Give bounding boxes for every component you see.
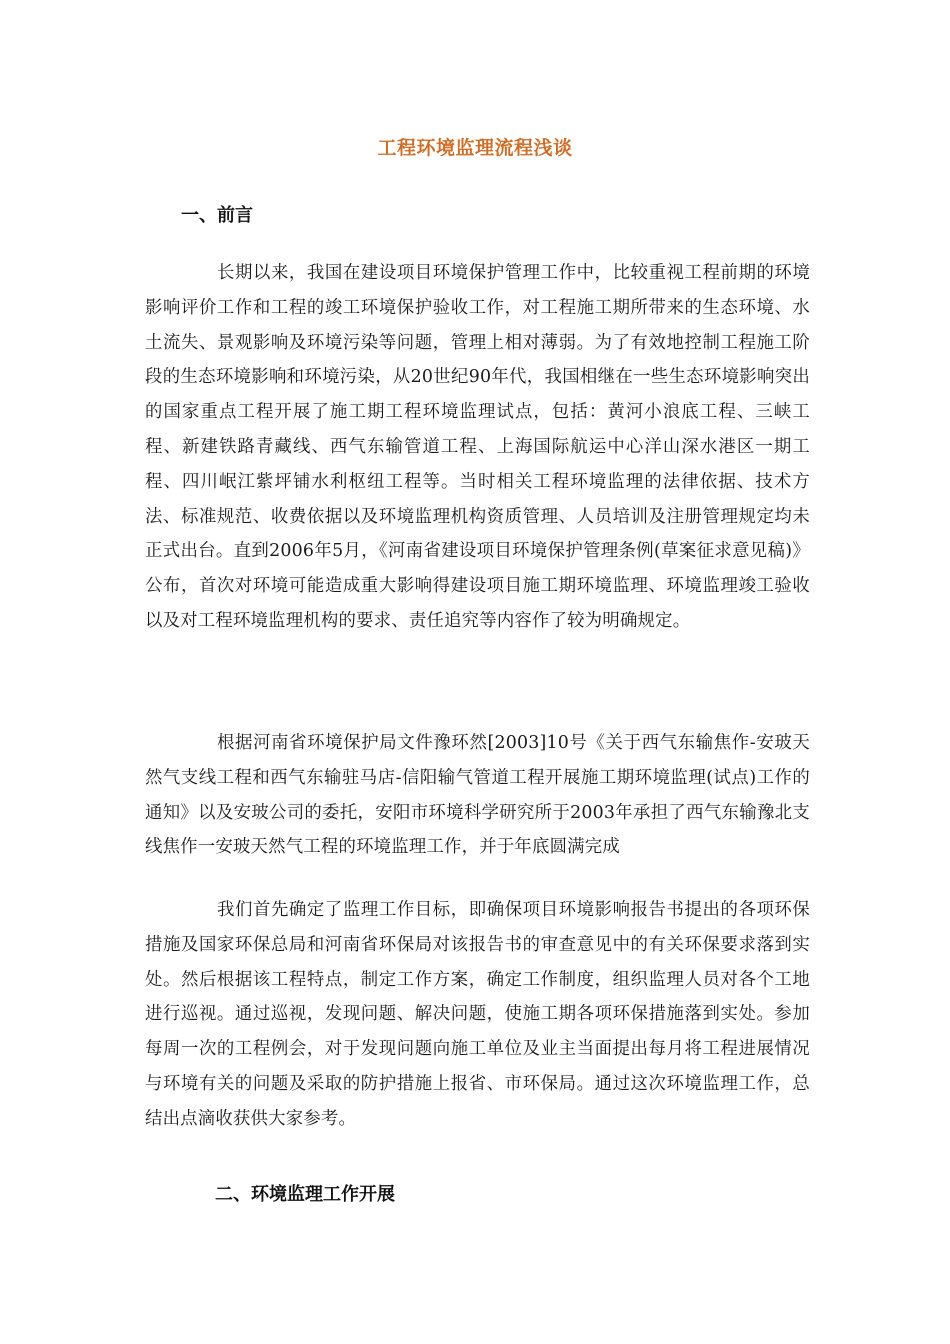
section-heading-preface: 一、前言 xyxy=(181,205,253,226)
paragraph-2: 根据河南省环境保护局文件豫环然[2003]10号《关于西气东输焦作-安玻天然气支线工程和西气东输驻马店-信阳输气管道工程开展施工期环境监理(试点)工作的通知》以及安玻公司的委托，安阳市环境科学研究所于2003年承担了西气东输豫北支线焦作一安玻天然气工程的环境监理工作，并于年底圆满完成 xyxy=(145,733,810,858)
section-heading-work: 二、环境监理工作开展 xyxy=(215,1184,395,1205)
paragraph-1: 长期以来，我国在建设项目环境保护管理工作中，比较重视工程前期的环境影响评价工作和工程的竣工环境保护验收工作，对工程施工期所带来的生态环境、水土流失、景观影响及环境污染等问题，管理上相对薄弱。为了有效地控制工程施工阶段的生态环境影响和环境污染，从20世纪90年代，我国相继在一些生态环境影响突出的国家重点工程开展了施工期工程环境监理试点，包括：黄河小浪底工程、三峡工程、新建铁路青藏线、西气东输管道工程、上海国际航运中心洋山深水港区一期工程、四川岷江紫坪铺水利枢纽工程等。当时相关工程环境监理的法律依据、技术方法、标准规范、收费依据以及环境监理机构资质管理、人员培训及注册管理规定均未正式出台。直到2006年5月，《河南省建设项目环境保护管理条例(草案征求意见稿)》公布，首次对环境可能造成重大影响得建设项目施工期环境监理、环境监理竣工验收以及对工程环境监理机构的要求、责任追究等内容作了较为明确规定。 xyxy=(145,263,810,631)
document-title: 工程环境监理流程浅谈 xyxy=(377,137,573,159)
paragraph-3: 我们首先确定了监理工作目标，即确保项目环境影响报告书提出的各项环保措施及国家环保总局和河南省环保局对该报告书的审查意见中的有关环保要求落到实处。然后根据该工程特点，制定工作方案，确定工作制度，组织监理人员对各个工地进行巡视。通过巡视，发现问题、解决问题，使施工期各项环保措施落到实处。参加每周一次的工程例会，对于发现问题向施工单位及业主当面提出每月将工程进展情况与环境有关的问题及采取的防护措施上报省、市环保局。通过这次环境监理工作，总结出点滴收获供大家参考。 xyxy=(145,900,810,1129)
